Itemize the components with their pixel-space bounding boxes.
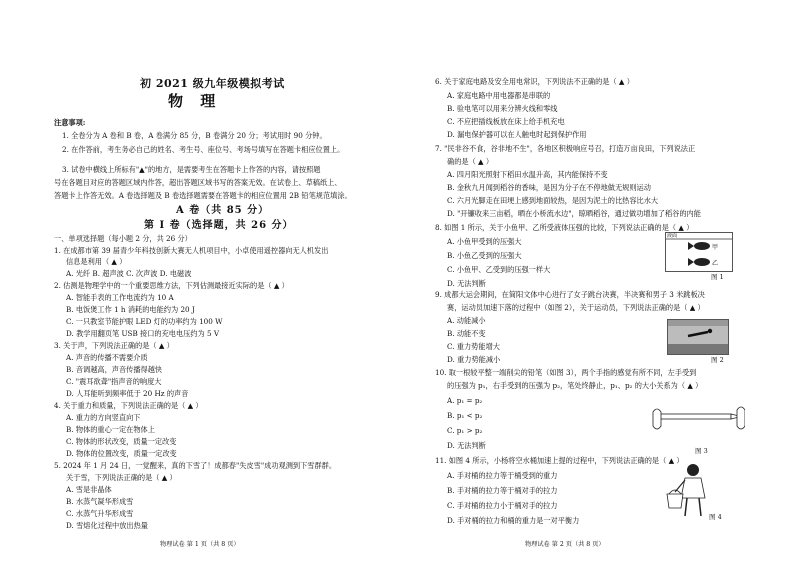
option-line: A. 小鱼甲受到的压强大 bbox=[447, 237, 522, 246]
question-line: 4. 关于重力和质量，下列说法正确的是（ ▲ ） bbox=[54, 401, 203, 410]
question-line: 关于雪，下列说法正确的是（ ▲ ） bbox=[66, 473, 177, 482]
option-line: C. 小鱼甲、乙受到的压强一样大 bbox=[447, 265, 551, 274]
option-line: B. 动能不变 bbox=[447, 329, 486, 338]
option-line: B. 音调越高，声音传播得越快 bbox=[66, 365, 163, 374]
option-line: A. 雪是非晶体 bbox=[66, 485, 112, 494]
option-line: C. 不应把插线板放在床上给手机充电 bbox=[447, 117, 565, 126]
water-surface-label: 液面 bbox=[667, 233, 678, 239]
option-line: A. 重力的方向竖直向下 bbox=[66, 413, 141, 422]
notice-line: 2. 在作答前，考生务必自己的姓名、考生号、座位号、考场号填写在答题卡相应位置上。 bbox=[62, 145, 345, 154]
figure-2-caption: 图 2 bbox=[711, 356, 724, 364]
question-line: 确的是（ ▲ ） bbox=[447, 157, 494, 166]
question-line: 2. 估测是物理学中的一个重要思维方法，下列估测最接近实际的是（ ▲ ） bbox=[54, 281, 289, 290]
question-line: 7. "民非谷不食，谷非地不生"，各地区积极响应号召，打造万亩良田，下列说法正 bbox=[435, 144, 696, 153]
option-line: B. 手对桶的拉力等于桶对手的拉力 bbox=[447, 486, 558, 495]
option-line: C. 一只教室节能护眼 LED 灯的功率约为 100 W bbox=[66, 317, 223, 326]
option-line: B. 验电笔可以用来分辨火线和零线 bbox=[447, 104, 558, 113]
page-footer: 物理试卷 第 1 页（共 8 页） bbox=[160, 541, 240, 548]
section-a-title: A 卷（共 85 分） bbox=[176, 205, 270, 216]
option-line: B. 电饭煲工作 1 h 消耗的电能约为 20 J bbox=[66, 305, 195, 314]
option-line: D. 漏电保护器可以在人触电时起到保护作用 bbox=[447, 130, 587, 139]
option-line: D. 教学用翻页笔 USB 接口的充电电压约为 5 V bbox=[66, 329, 220, 338]
figure-2-diver-photo bbox=[667, 319, 729, 355]
question-line: 11. 如图 4 所示，小杨将空水桶加速上提的过程中，下列说法正确的是（ ▲ ） bbox=[435, 456, 684, 465]
figure-3-pencil bbox=[649, 400, 745, 442]
diver-icon bbox=[668, 320, 728, 354]
option-line: C. "震耳欲聋"指声音的响度大 bbox=[66, 377, 162, 386]
figure-1-caption: 图 1 bbox=[711, 273, 724, 281]
notice-line: 号在各题目对应的答题区域内作答，超出答题区域书写的答案无效。在试卷上、草稿纸上、 bbox=[54, 178, 342, 187]
option-line: A. 家庭电路中用电器都是串联的 bbox=[447, 91, 551, 100]
question-line: 8. 如图 1 所示，关于小鱼甲、乙所受液体压强的比较，下列说法正确的是（ ▲ ） bbox=[435, 223, 694, 232]
fish-b-label: 乙 bbox=[712, 260, 719, 267]
option-line: C. 手对桶的拉力小于桶对手的拉力 bbox=[447, 501, 558, 510]
option-line: C. 六月光脚走在田埂上感到地面较热，是因为泥土的比热容比水大 bbox=[447, 196, 659, 205]
option-line: C. 水蒸气升华形成雪 bbox=[66, 509, 134, 518]
question-line: 赛，运动员加速下落的过程中（如图 2），关于运动员，下列说法正确的是（ ▲ ） bbox=[447, 303, 705, 312]
option-line: A. 声音的传播不需要介质 bbox=[66, 353, 148, 362]
question-line: 5. 2024 年 1 月 24 日，一觉醒来，真的下雪了！成都春"失皮雪"成功观测到下雪群群。 bbox=[54, 461, 337, 470]
part1-note: 一、单项选择题（每小题 2 分，共 26 分） bbox=[54, 234, 192, 243]
option-line: C. 重力势能增大 bbox=[447, 342, 500, 351]
option-line: D. "开镰收来三亩稻，晒在小桥流水边"，晾晒稻谷，通过做功增加了稻谷的内能 bbox=[447, 209, 701, 218]
option-line: A. p₁ = p₂ bbox=[447, 396, 483, 405]
question-line: 9. 成都大运会期间，在简阳文体中心进行了女子跳台决赛，半决赛和男子 3 米跳板决 bbox=[435, 290, 705, 299]
option-line: A. 四月阳光照射下稻田水温升高，其内能保持不变 bbox=[447, 170, 608, 179]
option-line: B. 物体的重心一定在物体上 bbox=[66, 425, 155, 434]
option-line: A. 光纤 B. 超声波 C. 次声波 D. 电磁波 bbox=[66, 269, 192, 278]
notice-line: 答题卡上作答无效。A 卷选择题及 B 卷选择题需要在答题卡的相应位置用 2B 铅笔规范填涂。 bbox=[54, 191, 352, 200]
question-line: 1. 在成都市第 39 届青少年科技创新大赛无人机项目中，小卓使用遥控器向无人机发出 bbox=[54, 246, 329, 255]
figure-1-fish bbox=[665, 232, 733, 272]
option-line: B. 小鱼乙受到的压强大 bbox=[447, 251, 522, 260]
option-line: D. 重力势能减小 bbox=[447, 355, 501, 364]
option-line: D. 雪熔化过程中放出热量 bbox=[66, 521, 148, 530]
option-line: A. 手对桶的拉力等于桶受到的重力 bbox=[447, 471, 558, 480]
option-line: B. 金秋九月闻到稻谷的香味，是因为分子在不停地做无规则运动 bbox=[447, 183, 651, 192]
option-line: A. 智能手表的工作电流约为 10 A bbox=[66, 293, 174, 302]
option-line: D. 无法判断 bbox=[447, 441, 486, 450]
exam-title: 初 2021 级九年级模拟考试 bbox=[140, 77, 285, 90]
option-line: D. 人耳能听到频率低于 20 Hz 的声音 bbox=[66, 389, 189, 398]
page-footer: 物理试卷 第 2 页（共 8 页） bbox=[525, 541, 605, 548]
option-line: A. 动能减小 bbox=[447, 316, 486, 325]
option-line: C. p₁ > p₂ bbox=[447, 426, 483, 435]
notice-line: 3. 试卷中横线上所标有"▲"的地方，是需要考生在答题卡上作答的内容，请按照题 bbox=[62, 165, 321, 174]
fish-a-label: 甲 bbox=[712, 244, 719, 251]
notice-title: 注意事项: bbox=[54, 118, 86, 127]
question-line: 信息是利用（ ▲ ） bbox=[66, 257, 127, 266]
right-page bbox=[397, 0, 794, 561]
figure-4-caption: 图 4 bbox=[709, 513, 722, 521]
option-line: D. 物体的位置改变，质量一定改变 bbox=[66, 449, 177, 458]
option-line: D. 无法判断 bbox=[447, 279, 486, 288]
option-line: B. p₁ < p₂ bbox=[447, 411, 483, 420]
question-line: 10. 取一根较平整一端削尖的铅笔（如图 3），两个手指的感觉有所不同，左手受到 bbox=[435, 368, 697, 377]
figure-3-caption: 图 3 bbox=[695, 447, 708, 455]
question-line: 6. 关于家庭电路及安全用电常识，下列说法不正确的是（ ▲ ） bbox=[435, 77, 634, 86]
option-line: B. 水蒸气凝华形成雪 bbox=[66, 497, 134, 506]
option-line: C. 物体的形状改变，质量一定改变 bbox=[66, 437, 177, 446]
pencil-fingers-icon bbox=[649, 400, 745, 442]
question-line: 的压强为 p₁，右手受到的压强为 p₂，笔处终静止，p₁、p₂ 的大小关系为（ ▲ ） bbox=[447, 381, 703, 390]
part1-title: 第 I 卷（选择题，共 26 分） bbox=[144, 220, 294, 231]
subject-title: 物 理 bbox=[168, 92, 222, 110]
option-line: D. 手对桶的拉力和桶的重力是一对平衡力 bbox=[447, 516, 580, 525]
notice-line: 1. 全卷分为 A 卷和 B 卷，A 卷满分 85 分，B 卷满分 20 分；考试用时 90 分钟。 bbox=[62, 131, 327, 140]
question-line: 3. 关于声，下列说法正确的是（ ▲ ） bbox=[54, 341, 174, 350]
